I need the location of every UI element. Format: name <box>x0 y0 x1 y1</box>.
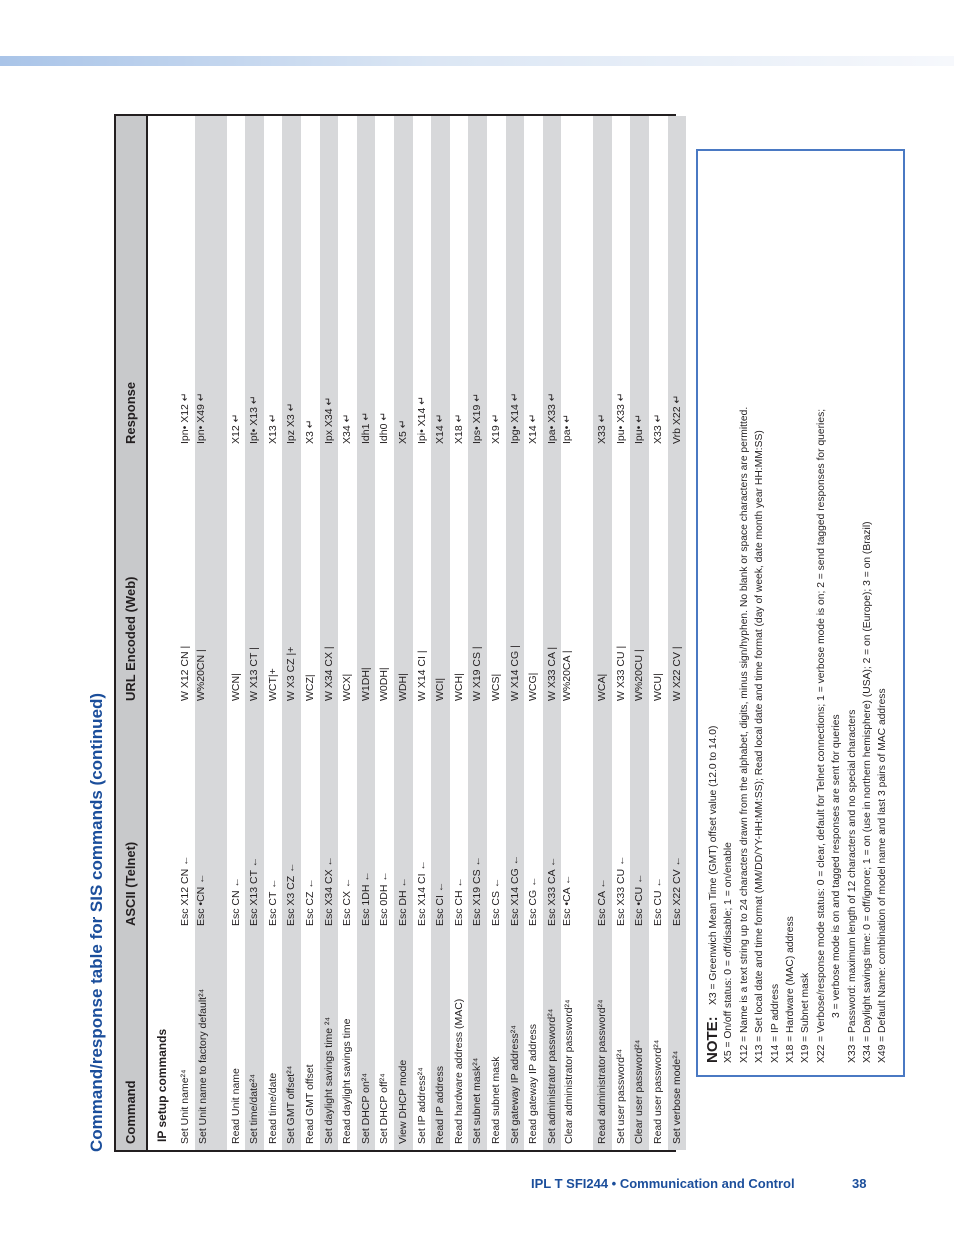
table-row <box>468 116 487 1150</box>
cell-ascii: Esc CG ← <box>527 876 540 926</box>
header-ascii: ASCII (Telnet) <box>123 841 138 926</box>
note-item: X14 = IP address <box>769 983 781 1063</box>
cell-command: View DHCP mode <box>396 1059 409 1144</box>
table-row <box>506 116 525 1150</box>
cell-ascii: Esc CT ← <box>266 878 279 926</box>
cell-command: Set DHCP off²⁴ <box>378 1073 391 1144</box>
table-title: Command/response table for SIS commands (continued) <box>87 692 106 1152</box>
note-item: X3 = Greenwich Mean Time (GMT) offset value (12.0 to 14.0) <box>708 725 719 1005</box>
page-number: 38 <box>852 1176 867 1191</box>
cell-response: Ipa• X33 ↵ <box>545 392 558 444</box>
table-row <box>282 116 301 1150</box>
command-table <box>114 114 683 1152</box>
cell-response: Ipu• X33 ↵ <box>614 392 627 444</box>
note-label: NOTE: <box>704 1016 721 1063</box>
cell-command: Read gateway IP address <box>527 1023 540 1144</box>
cell-command: Set Unit name²⁴ <box>179 1069 191 1144</box>
cell-ascii: Esc X34 CX ← <box>322 855 335 926</box>
cell-ascii: Esc •CU ← <box>633 873 646 926</box>
cell-command: Read administrator password²⁴ <box>596 999 609 1144</box>
table-row <box>431 116 450 1150</box>
footer-title: IPL T SFI244 • Communication and Control <box>531 1176 795 1191</box>
header-response: Response <box>123 381 138 444</box>
table-row <box>264 116 283 1150</box>
cell-command: Set subnet mask²⁴ <box>471 1057 484 1144</box>
table-row <box>524 116 543 1150</box>
cell-response: Vrb X22 ↵ <box>670 394 683 444</box>
table-body <box>176 116 686 1150</box>
cell-command: Set daylight savings time ²⁴ <box>322 1016 335 1144</box>
cell-response: X33 ↵ <box>652 413 665 444</box>
note-item: X33 = Password: maximum length of 12 characters and no special characters <box>846 709 858 1063</box>
note-item: X19 = Subnet mask <box>800 972 812 1063</box>
cell-command: Set gateway IP address²⁴ <box>508 1025 521 1144</box>
cell-response: X5 ↵ <box>396 419 409 444</box>
cell-command: Set GMT offset²⁴ <box>285 1065 298 1144</box>
note-item: X13 = Set local date and time format (MM/DD/YY-HH:MM:SS); Read local date and time format (day of week, date month year HH:MM:SS) <box>754 430 766 1063</box>
cell-url: W X13 CT | <box>248 647 261 701</box>
note-list <box>706 163 891 1063</box>
table-row <box>450 116 469 1150</box>
cell-response: Idh0 ↵ <box>378 411 391 444</box>
cell-response: Ipn• X49 ↵ <box>194 392 207 444</box>
cell-response: X18 ↵ <box>452 413 465 444</box>
cell-url: W%20CN | <box>194 649 207 701</box>
cell-ascii: Esc CN ← <box>229 876 242 926</box>
cell-url: W X14 CG | <box>508 645 521 701</box>
cell-response: X12 ↵ <box>229 413 242 444</box>
cell-command: Set Unit name to factory default²⁴ <box>196 988 209 1144</box>
cell-ascii: Esc X19 CS ← <box>471 855 484 926</box>
table-row <box>561 116 593 1150</box>
cell-url: W X19 CS | <box>471 646 484 701</box>
cell-url: WDH| <box>396 673 409 701</box>
cell-command: Read IP address <box>434 1065 447 1144</box>
cell-response: X14 ↵ <box>527 413 540 444</box>
cell-command: Set user password²⁴ <box>614 1049 627 1144</box>
cell-command: Clear user password²⁴ <box>633 1039 646 1144</box>
cell-command: Read user password²⁴ <box>652 1039 665 1144</box>
cell-url: WCU| <box>652 673 665 701</box>
cell-command: Set administrator password²⁴ <box>545 1008 558 1144</box>
cell-ascii: Esc 1DH ← <box>359 871 372 926</box>
cell-command: Read GMT offset <box>303 1064 316 1144</box>
cell-url: W X22 CV | <box>670 646 683 701</box>
cell-ascii: Esc X33 CA ← <box>545 856 558 926</box>
cell-response: Ipg• X14 ↵ <box>508 392 521 444</box>
cell-response: X34 ↵ <box>341 413 354 444</box>
cell-url: WCZ| <box>303 674 316 701</box>
cell-url: W%20CU | <box>633 649 646 701</box>
cell-ascii: Esc DH ← <box>396 876 409 926</box>
cell-url: WCT|+ <box>266 668 279 701</box>
cell-response: X3 ↵ <box>303 419 316 444</box>
table-row <box>630 116 649 1150</box>
table-row <box>320 116 339 1150</box>
cell-response: Ipx X34 ↵ <box>322 396 335 444</box>
cell-url: WCI| <box>434 677 447 701</box>
cell-url: WCA| <box>596 673 609 701</box>
cell-response: Ipi• X14 ↵ <box>415 395 428 444</box>
table-row <box>487 116 506 1150</box>
table-row <box>593 116 612 1150</box>
cell-url: WCX| <box>341 673 354 701</box>
cell-response: Ipt• X13 ↵ <box>248 395 261 444</box>
table-row <box>394 116 413 1150</box>
cell-url: W X34 CX | <box>322 646 335 701</box>
cell-ascii: Esc CA ← <box>596 878 609 926</box>
cell-response: Idh1 ↵ <box>359 411 372 444</box>
cell-response: Ipn• X12 ↵ <box>179 392 191 444</box>
cell-ascii: Esc X13 CT ← <box>248 856 261 926</box>
cell-ascii: Esc CS ← <box>489 877 502 926</box>
table-row <box>301 116 320 1150</box>
cell-command: Read Unit name <box>229 1068 242 1144</box>
cell-ascii: Esc CU ← <box>652 876 665 926</box>
header-url: URL Encoded (Web) <box>123 576 138 701</box>
note-item: 3 = verbose mode is on and tagged responses are sent for queries <box>831 714 843 1018</box>
cell-command: Read daylight savings time <box>341 1018 354 1144</box>
table-row <box>227 116 246 1150</box>
table-row <box>176 116 195 1150</box>
note-item: X5 = On/off status: 0 = off/disable; 1 = on/enable <box>723 842 735 1063</box>
cell-response: Ipz X3 ↵ <box>285 402 298 444</box>
cell-url: WCN| <box>229 673 242 701</box>
cell-response: X14 ↵ <box>434 413 447 444</box>
cell-url: W1DH| <box>359 667 372 701</box>
cell-url: W X14 CI | <box>415 650 428 701</box>
cell-ascii: Esc X12 CN ← <box>179 855 191 926</box>
cell-ascii: Esc CH ← <box>452 876 465 926</box>
cell-ascii: Esc CI ← <box>434 881 447 926</box>
table-header <box>116 116 148 1150</box>
cell-response: Ipu• ↵ <box>633 414 646 444</box>
note-item: X49 = Default Name: combination of model name and last 3 pairs of MAC address <box>877 688 889 1063</box>
cell-url: W0DH| <box>378 667 391 701</box>
cell-url: WCS| <box>489 673 502 701</box>
cell-command: Set time/date²⁴ <box>248 1074 261 1144</box>
note-item: X34 = Daylight savings time: 0 = off/ignore; 1 = on (use in northern hemisphere) (USA); 2 = on (Europe); 3 = on (Brazil) <box>862 521 874 1063</box>
note-item: X12 = Name is a text string up to 24 characters drawn from the alphabet, digits, minus sign/hyphen. No blank or space characters are permitted. <box>738 406 750 1063</box>
cell-ascii: Esc CZ ← <box>303 878 316 926</box>
header-command: Command <box>123 1080 138 1144</box>
header-accent-bar <box>0 56 954 66</box>
table-row <box>357 116 376 1150</box>
cell-url: WCG| <box>527 672 540 701</box>
note-item: X18 = Hardware (MAC) address <box>785 916 797 1063</box>
cell-url: W X12 CN | <box>179 645 191 701</box>
cell-ascii: Esc X3 CZ ← <box>285 862 298 926</box>
cell-command: Clear administrator password²⁴ <box>563 999 576 1144</box>
cell-url: W%20CA | <box>561 650 574 701</box>
cell-ascii: Esc X33 CU ← <box>614 855 627 926</box>
cell-command: Set DHCP on²⁴ <box>359 1073 372 1144</box>
table-row <box>612 116 631 1150</box>
cell-url: WCH| <box>452 673 465 701</box>
table-row <box>245 116 264 1150</box>
table-row <box>413 116 432 1150</box>
note-item: X22 = Verbose/response mode status: 0 = clear, default for Telnet connections; 1 = verbose mode is on; 2 = send tagged responses for queries; <box>815 408 827 1063</box>
table-row <box>338 116 357 1150</box>
notes-box <box>696 149 905 1077</box>
cell-ascii: Esc 0DH ← <box>378 871 391 926</box>
cell-url: W X33 CA | <box>545 646 558 701</box>
cell-response: Ipa• ↵ <box>561 414 574 444</box>
cell-response: X13 ↵ <box>266 413 279 444</box>
cell-response: X19 ↵ <box>489 413 502 444</box>
command-table-region <box>80 112 683 1152</box>
cell-ascii: Esc X14 CI ← <box>415 860 428 926</box>
table-row <box>195 116 227 1150</box>
cell-ascii: Esc X14 CG ← <box>508 854 521 926</box>
section-heading: IP setup commands <box>155 1028 169 1142</box>
cell-command: Read time/date <box>266 1072 279 1144</box>
cell-response: X33 ↵ <box>596 413 609 444</box>
cell-command: Set IP address²⁴ <box>415 1067 428 1144</box>
cell-command: Read hardware address (MAC) <box>452 998 465 1144</box>
cell-url: W X33 CU | <box>614 645 627 701</box>
cell-ascii: Esc •CA ← <box>561 874 574 926</box>
cell-ascii: Esc X22 CV ← <box>670 855 683 926</box>
cell-ascii: Esc •CN ← <box>194 873 207 926</box>
cell-url: W X3 CZ |+ <box>285 646 298 701</box>
table-row <box>543 116 562 1150</box>
table-row <box>649 116 668 1150</box>
table-row <box>668 116 687 1150</box>
cell-ascii: Esc CX ← <box>341 877 354 926</box>
cell-command: Set verbose mode²⁴ <box>670 1050 683 1144</box>
table-row <box>375 116 394 1150</box>
cell-response: Ips• X19 ↵ <box>471 393 484 444</box>
cell-command: Read subnet mask <box>489 1056 502 1144</box>
